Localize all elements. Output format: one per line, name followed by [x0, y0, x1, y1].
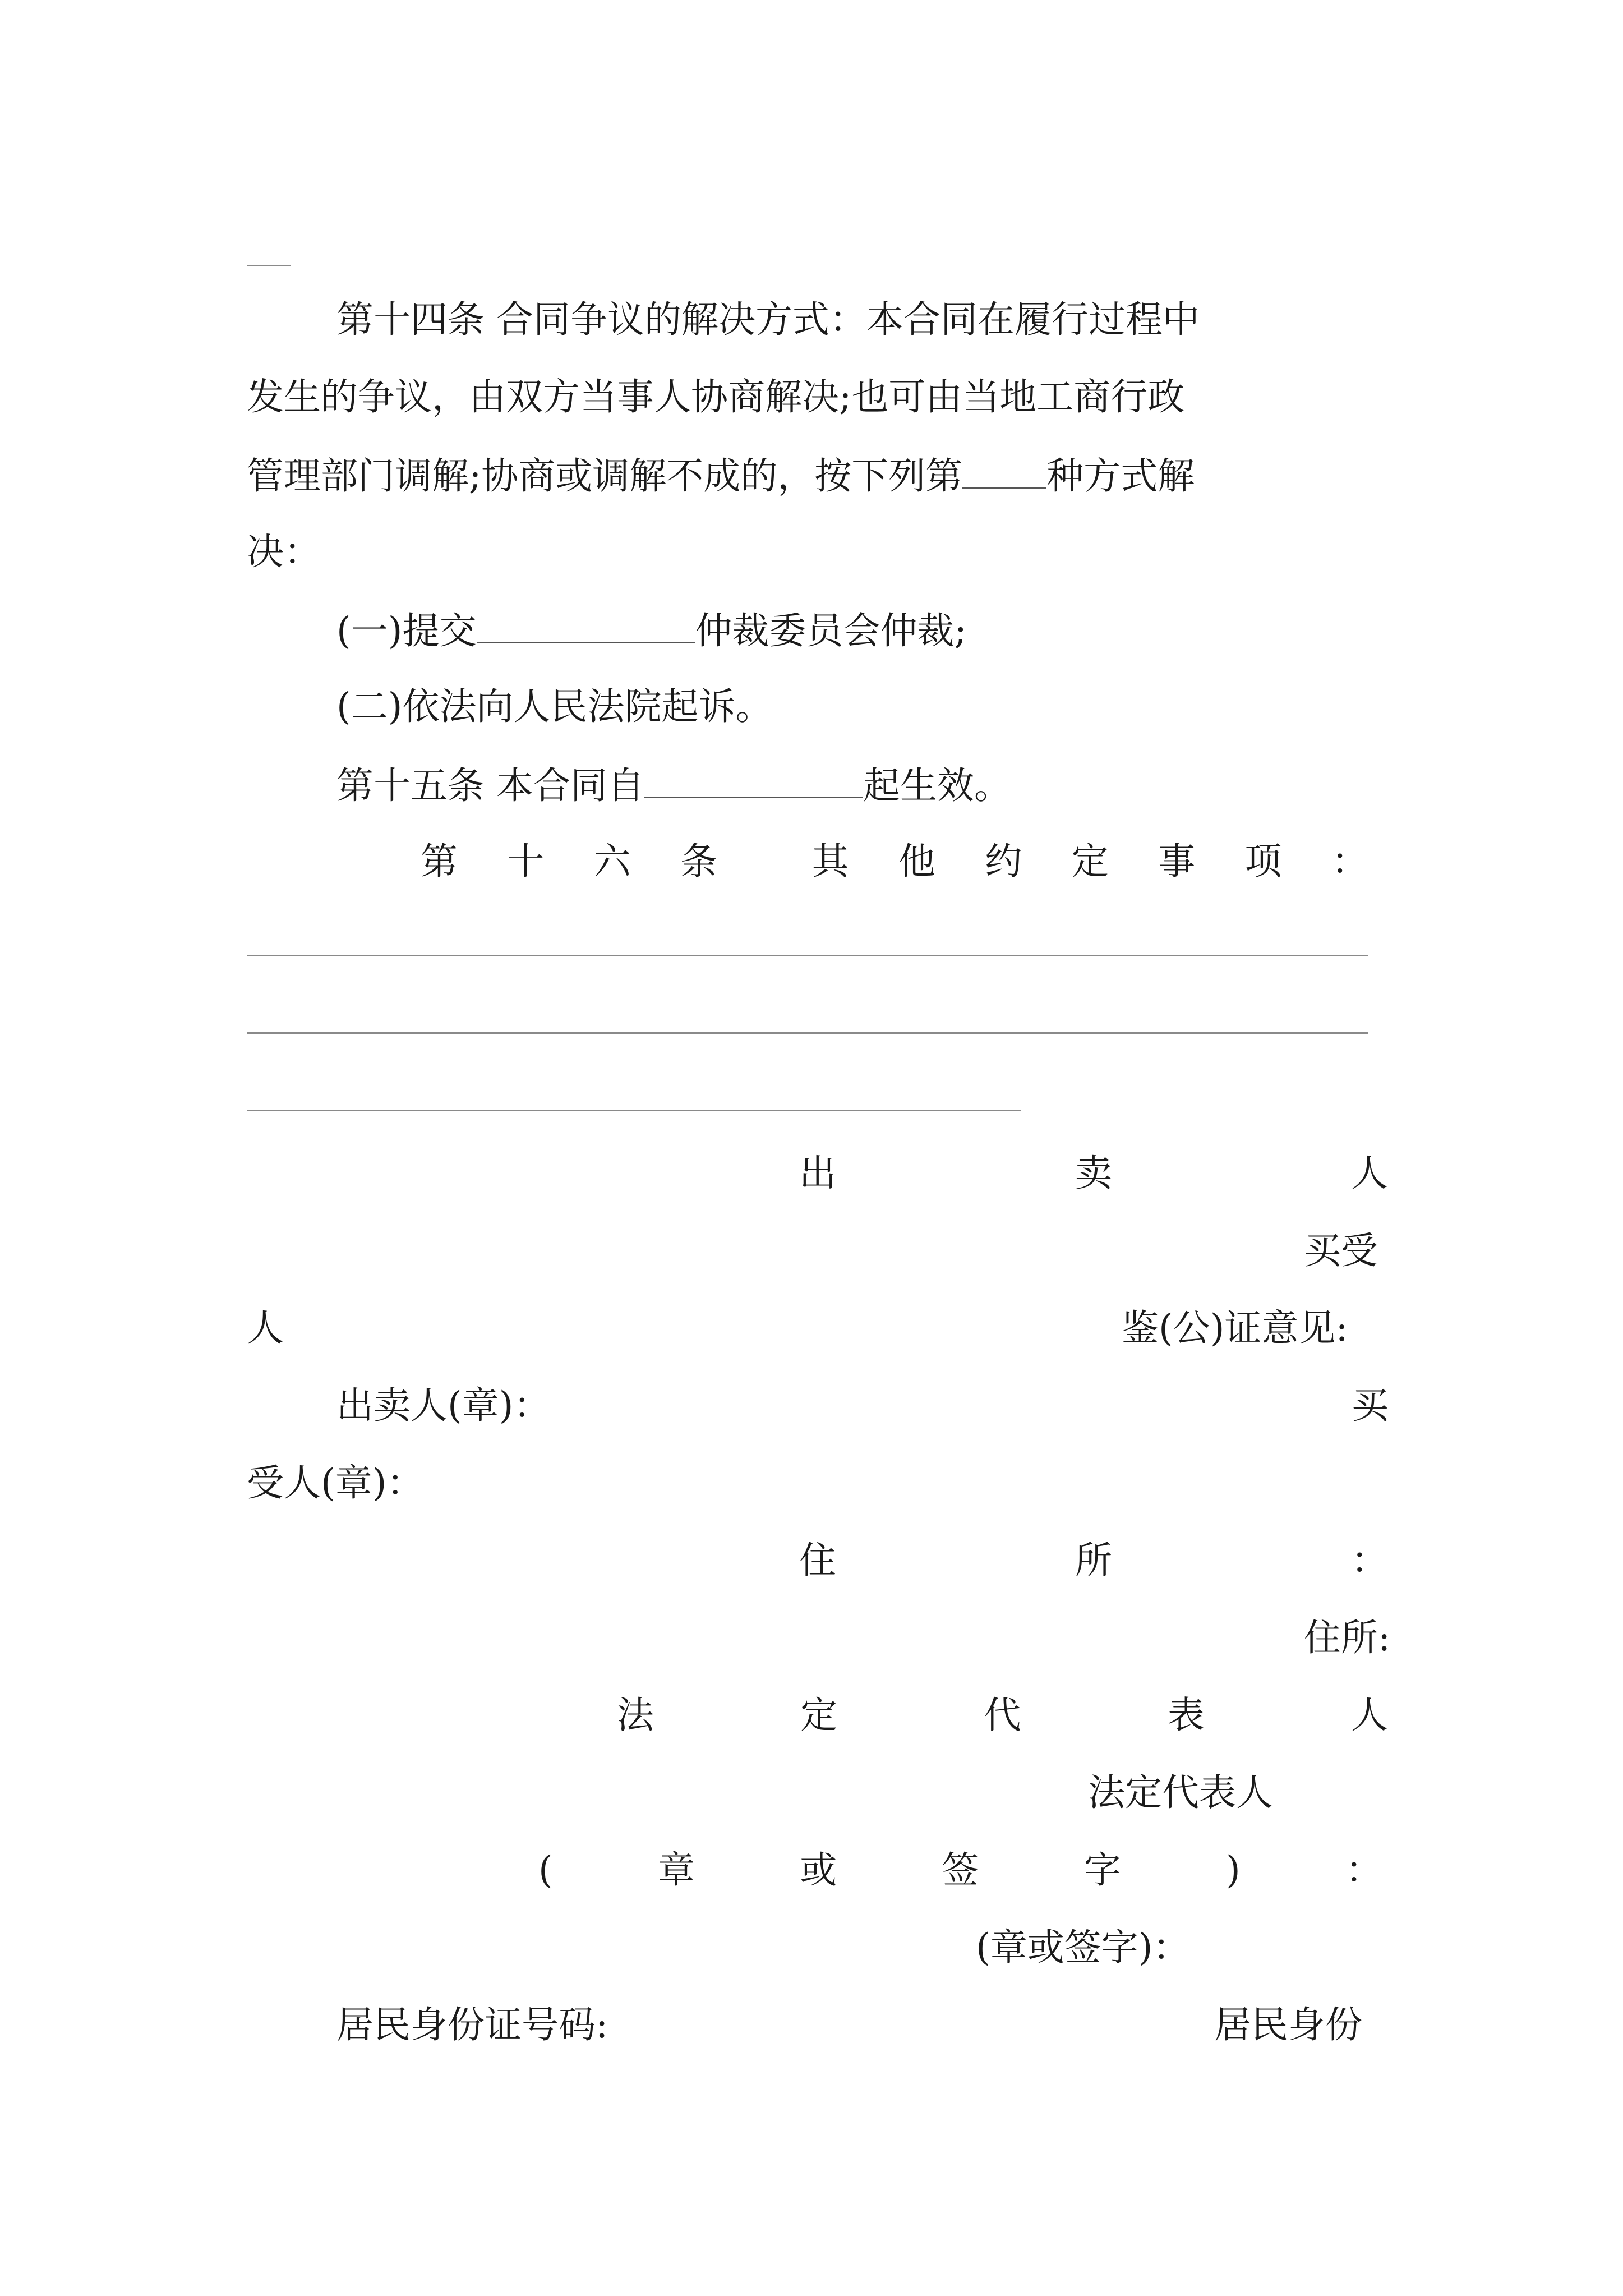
buyer-address-label: 住所:: [1304, 1616, 1391, 1659]
sign-char: ): [1226, 1848, 1241, 1892]
art16-char: ：: [1331, 840, 1368, 883]
art16-char: 其: [811, 840, 849, 883]
seller-row: [799, 1151, 1388, 1196]
seller-seal-label: 出卖人(章)：: [336, 1384, 551, 1427]
legal-char: 法: [617, 1694, 654, 1737]
buyer-seal-label: 受人(章)：: [247, 1461, 424, 1504]
other-matters-line-3[interactable]: [247, 1110, 1021, 1111]
article-14-line-2: 发生的争议，由双方当事人协商解决;也可由当地工商行政: [247, 375, 1185, 418]
other-matters-line-2[interactable]: [247, 1032, 1368, 1034]
buyer-legal-rep-label: 法定代表人: [1088, 1771, 1273, 1814]
art16-char: 他: [898, 840, 935, 883]
buyer-label-end: 人: [247, 1306, 284, 1350]
option-2: (二)依法向人民法院起诉。: [336, 685, 773, 728]
art16-char: 条: [680, 840, 718, 883]
article-14-line-1: 第十四条 合同争议的解决方式：本合同在履行过程中: [336, 298, 1200, 341]
buyer-label-tail: 买受: [1304, 1229, 1378, 1272]
art16-char: 项: [1244, 840, 1282, 883]
option-1: [336, 607, 967, 652]
buyer-signature-label: (章或签字)：: [976, 1926, 1190, 1969]
seller-address-row: [799, 1538, 1388, 1583]
address-char: ：: [1351, 1539, 1388, 1582]
article-16-heading: [421, 839, 1368, 884]
article-14-line-3: [247, 452, 1195, 497]
method-number-blank[interactable]: [962, 452, 1046, 489]
seller-signature-row: [538, 1848, 1382, 1893]
sign-char: 字: [1083, 1848, 1121, 1892]
other-matters-line-1[interactable]: [247, 955, 1368, 956]
article-15-text: 第十五条 本合同自: [336, 764, 644, 807]
option-1-tail: 仲裁委员会仲裁;: [695, 609, 967, 652]
seller-legal-rep-row: [617, 1693, 1388, 1738]
buyer-seal-start: 买: [1352, 1384, 1389, 1427]
art16-char: 约: [985, 840, 1022, 883]
art16-char: 第: [421, 840, 458, 883]
address-char: 住: [799, 1539, 836, 1582]
seller-char: 卖: [1075, 1152, 1112, 1195]
sign-char: 或: [800, 1848, 837, 1892]
article-14-line-3-text: 管理部门调解;协商或调解不成的，按下列第: [247, 454, 963, 498]
seller-id-label: 居民身份证号码:: [336, 2003, 608, 2046]
buyer-id-label: 居民身份: [1214, 2003, 1362, 2046]
sign-char: 章: [658, 1848, 695, 1892]
seller-char: 出: [799, 1152, 836, 1195]
article-14-line-4: 决：: [247, 530, 321, 573]
option-1-text: (一)提交: [336, 609, 477, 652]
art16-char: 事: [1158, 840, 1196, 883]
art16-char: 定: [1071, 840, 1109, 883]
sign-char: (: [538, 1848, 553, 1892]
legal-char: 定: [800, 1694, 838, 1737]
art16-char: 十: [507, 840, 545, 883]
effective-date-blank[interactable]: [644, 762, 863, 798]
legal-char: 表: [1167, 1694, 1205, 1737]
sign-char: ：: [1345, 1848, 1382, 1892]
top-dash: [247, 265, 291, 266]
article-15: [336, 762, 1011, 807]
sign-char: 签: [942, 1848, 979, 1892]
legal-char: 代: [984, 1694, 1021, 1737]
article-15-tail: 起生效。: [863, 764, 1011, 807]
notary-opinion-label: 鉴(公)证意见:: [1122, 1306, 1348, 1350]
art16-char: 六: [593, 840, 631, 883]
legal-char: 人: [1351, 1694, 1388, 1737]
article-14-line-3-tail: 种方式解: [1046, 454, 1195, 498]
arbitration-committee-blank[interactable]: [477, 607, 695, 643]
seller-char: 人: [1351, 1152, 1388, 1195]
address-char: 所: [1075, 1539, 1112, 1582]
